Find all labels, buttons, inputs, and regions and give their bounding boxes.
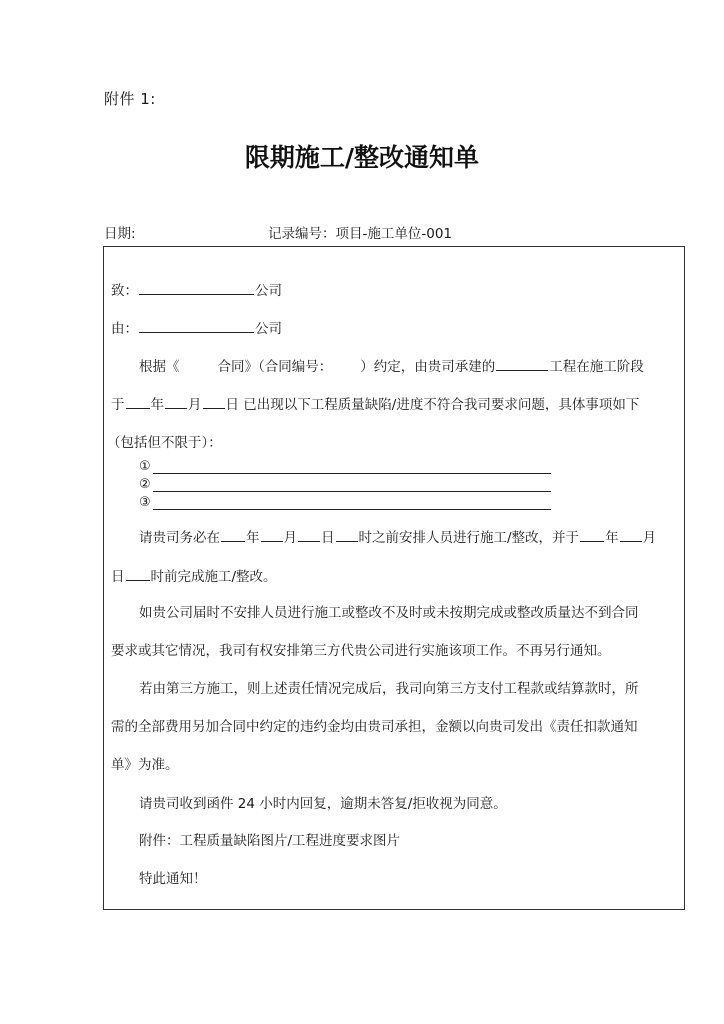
para1-line2 [111, 393, 639, 413]
text: 年 [605, 530, 619, 546]
issue-item-1[interactable] [139, 459, 151, 474]
text: 日 [111, 569, 125, 585]
text: 月 [188, 397, 202, 413]
to-prefix: 致： [111, 283, 138, 299]
para2-line1 [111, 526, 656, 546]
text: 于 [111, 397, 125, 413]
complete-hour-blank[interactable] [126, 566, 150, 581]
to-suffix: 公司 [255, 283, 282, 299]
complete-year-blank[interactable] [580, 527, 604, 542]
para1-line1 [111, 355, 644, 375]
item-number: ③ [139, 495, 151, 510]
para1-line3: （包括但不限于）： [107, 435, 222, 451]
complete-month-blank[interactable] [620, 527, 642, 542]
text: 时前完成施工/整改。 [150, 569, 277, 585]
text: 日 [321, 530, 335, 546]
month-blank[interactable] [165, 394, 187, 409]
attachment-label: 附件 1: [104, 90, 156, 108]
from-prefix: 由： [111, 321, 138, 337]
deadline-month-blank[interactable] [261, 527, 283, 542]
text: ）约定，由贵司承建的 [360, 359, 496, 375]
record-number: 记录编号：项目-施工单位-001 [268, 226, 453, 242]
from-suffix: 公司 [255, 321, 282, 337]
deadline-day-blank[interactable] [298, 527, 320, 542]
text: 时之前安排人员进行施工/整改，并于 [358, 530, 580, 546]
deadline-year-blank[interactable] [221, 527, 245, 542]
para3-line2: 要求或其它情况，我司有权安排第三方代贵公司进行实施该项工作。不再另行通知。 [111, 643, 611, 659]
item-number: ① [139, 459, 151, 474]
issue-blank[interactable] [153, 509, 551, 510]
text: 工程在施工阶段 [549, 359, 644, 375]
to-company-blank[interactable] [139, 280, 254, 295]
para5: 请贵司收到函件 24 小时内回复，逾期未答复/拒收视为同意。 [139, 796, 507, 812]
issue-item-2[interactable] [139, 477, 151, 492]
para2-line2 [111, 565, 277, 585]
year-blank[interactable] [126, 394, 150, 409]
issue-blank[interactable] [153, 491, 551, 492]
text: 日 已出现以下工程质量缺陷/进度不符合我司要求问题，具体事项如下 [225, 397, 640, 413]
from-company-blank[interactable] [139, 318, 254, 333]
text: 年 [246, 530, 260, 546]
document-title: 限期施工/整改通知单 [244, 143, 480, 172]
text: 月 [642, 530, 657, 546]
issue-blank[interactable] [153, 473, 551, 474]
issue-item-3[interactable] [139, 495, 151, 510]
text: 根据《 [139, 359, 180, 375]
item-number: ② [139, 477, 151, 492]
para4-line1: 若由第三方施工，则上述责任情况完成后，我司向第三方支付工程款或结算款时，所 [139, 681, 639, 697]
para7-closing: 特此通知！ [139, 871, 207, 887]
deadline-hour-blank[interactable] [336, 527, 358, 542]
text: 月 [283, 530, 297, 546]
para3-line1: 如贵公司届时不安排人员进行施工或整改不及时或未按期完成或整改质量达不到合同 [139, 605, 639, 621]
day-blank[interactable] [203, 394, 225, 409]
para6-attachments: 附件：工程质量缺陷图片/工程进度要求图片 [139, 833, 401, 849]
from-line [111, 317, 282, 337]
text: 年 [150, 397, 164, 413]
date-label: 日期: [104, 226, 136, 242]
notice-body-box [103, 246, 685, 910]
para4-line2: 需的全部费用另加合同中约定的违约金均由贵司承担，金额以向贵司发出《责任扣款通知 [111, 719, 638, 735]
para4-line3: 单》为准。 [111, 757, 179, 773]
text: 请贵司务必在 [139, 530, 220, 546]
text: 合同》（合同编号： [217, 359, 333, 375]
to-line [111, 279, 282, 299]
project-name-blank[interactable] [496, 356, 548, 371]
